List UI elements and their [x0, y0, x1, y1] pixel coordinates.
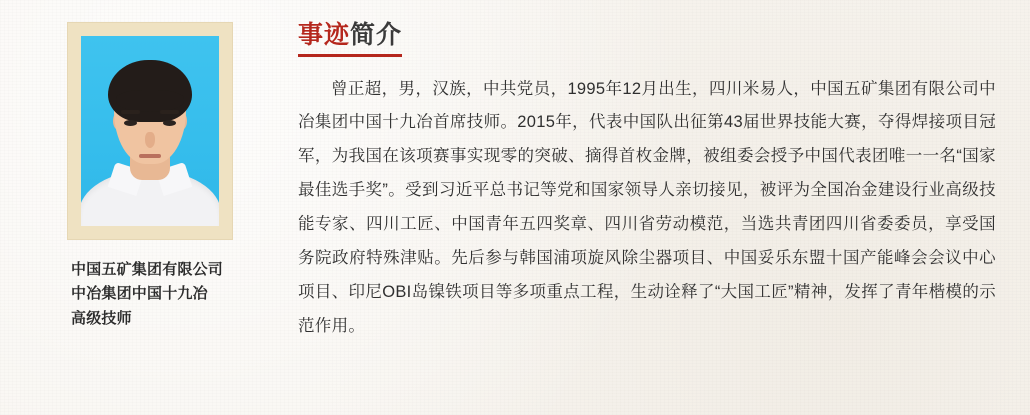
section-title-rest: 简介: [350, 21, 403, 49]
portrait-eye-right-shape: [163, 120, 176, 126]
portrait-eyebrow-left-shape: [121, 110, 140, 114]
profile-caption-line-2: 中冶集团中国十九冶: [71, 285, 208, 303]
profile-column: [60, 22, 240, 331]
profile-caption-line-1: 中国五矿集团有限公司: [71, 261, 224, 278]
section-title-underline: [298, 54, 402, 57]
profile-caption-line-3: 高级技师: [71, 309, 132, 327]
portrait-photo-frame: [67, 22, 233, 240]
portrait-photo: [81, 36, 219, 226]
section-title: [298, 22, 402, 57]
content-column: [240, 22, 1006, 344]
portrait-eye-left-shape: [124, 120, 137, 126]
portrait-eyebrow-right-shape: [160, 110, 179, 114]
biography-text: 曾正超，男，汉族，中共党员，1995年12月出生，四川米易人，中国五矿集团有限公司中冶集团中国十九冶首席技师。2015年，代表中国队出征第43届世界技能大赛，夺得焊接项目冠军，为我国在该项赛事实现零的突破、摘得首枚金牌，被组委会授予中国代表团唯一一名“国家最佳选手奖”。受到习近平总书记等党和国家领导人亲切接见，被评为全国冶金建设行业高级技能专家、四川工匠、中国青年五四奖章、四川省劳动模范，当选共青团四川省委委员，享受国务院政府特殊津贴。先后参与韩国浦项旋风除尘器项目、中国妥乐东盟十国产能峰会会议中心项目、印尼OBI岛镍铁项目等多项重点工程，生动诠释了“大国工匠”精神，发挥了青年楷模的示范作用。: [298, 79, 996, 336]
profile-caption: [67, 258, 233, 331]
portrait-nose-shape: [145, 132, 155, 148]
section-title-highlight: 事迹: [298, 21, 351, 49]
portrait-mouth-shape: [139, 154, 161, 158]
